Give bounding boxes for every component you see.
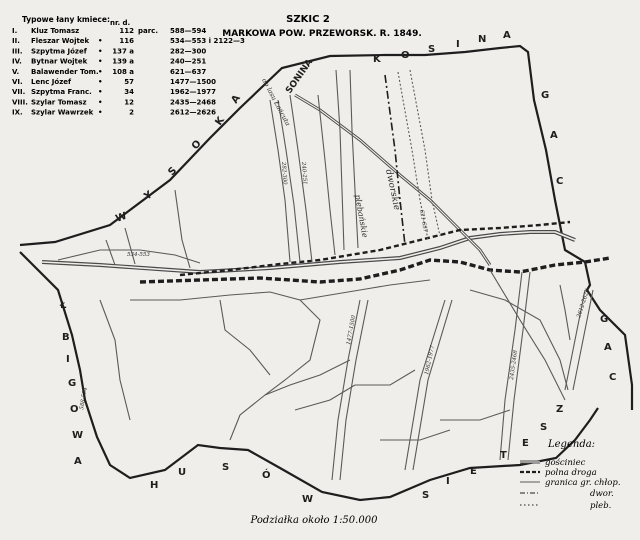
name-gac-lower-1: A: [604, 342, 612, 353]
owner-row-parcels: 240—251: [170, 57, 207, 66]
name-wysoka-3: O: [189, 138, 204, 152]
name-lbigowa-1: B: [62, 332, 70, 343]
name-kosina-4: N: [478, 34, 487, 45]
name-lbigowa-2: I: [66, 354, 70, 365]
name-sietesz-6: Z: [556, 404, 564, 415]
name-husow-0: H: [150, 480, 159, 491]
name-sietesz-2: E: [470, 466, 477, 477]
name-wysoka-2: S: [166, 165, 180, 179]
owner-row-name: Szpytma Józef: [31, 47, 87, 56]
name-wysoka-0: W: [114, 210, 129, 225]
owners-table: [12, 15, 245, 117]
name-kosina-5: A: [503, 30, 511, 41]
name-husow-3: Ó: [262, 470, 271, 481]
owner-row-number: VI.: [12, 78, 23, 86]
parcel-label: 2435-2468: [509, 349, 520, 381]
owner-row-dot: •: [98, 98, 103, 107]
parcel-label: 2612-2626: [576, 288, 592, 319]
name-lbigowa-4: O: [70, 404, 79, 415]
owner-row-parcels: 1962—1977: [170, 88, 216, 97]
owner-row-nr: 137 a: [112, 47, 134, 56]
owner-row-name: Fleszar Wojtek: [31, 37, 90, 46]
name-kosina-3: I: [456, 39, 460, 50]
parc-label: parc.: [138, 27, 158, 35]
parcel-label: 1477-1500: [346, 314, 358, 346]
parcel-label: 534-553: [127, 252, 150, 258]
name-husow-1: U: [178, 467, 187, 478]
legend-item-polna-droga: polna droga: [545, 468, 597, 478]
owner-row-name: Szylar Tomasz: [31, 98, 87, 107]
owner-row-name: Balawender Tom.: [31, 67, 99, 76]
name-husow-2: S: [222, 462, 230, 473]
parcel-label: 588-594: [79, 386, 89, 411]
owner-row-dot: •: [98, 47, 103, 56]
name-wysoka-4: K: [213, 115, 227, 128]
owner-row-nr: 139 a: [112, 57, 134, 66]
owner-row-number: VII.: [12, 88, 26, 97]
inner-labels: [79, 77, 591, 410]
owner-row-number: VIII.: [12, 98, 28, 107]
name-lbigowa-6: A: [74, 456, 82, 467]
owner-row-number: I.: [12, 27, 18, 35]
owner-row-name: Szylar Wawrzek: [31, 108, 94, 117]
owner-row-number: II.: [12, 37, 20, 46]
name-lbigowa-0: Ł: [60, 300, 67, 311]
name-husow-4: W: [302, 494, 314, 505]
owner-row-number: IX.: [12, 108, 23, 117]
owner-row-dot: •: [98, 108, 103, 117]
name-lbigowa-5: W: [72, 430, 84, 441]
map-subtitle: MARKOWA POW. PRZEWORSK. R. 1849.: [222, 29, 422, 39]
name-sietesz-3: T: [500, 450, 507, 461]
name-gac-2: C: [556, 176, 564, 187]
name-wysoka-1: Y: [142, 189, 155, 203]
owner-row-dot: •: [98, 67, 103, 76]
nr-label: nr. d.: [110, 19, 131, 27]
owner-row-nr: 34: [124, 88, 134, 97]
label-lazy: do lasu Łańcuta: [260, 77, 292, 128]
legend-item-granica: granica gr. chłop.: [545, 478, 621, 488]
owner-row-nr: 112: [119, 27, 134, 35]
name-kosina-2: S: [428, 44, 436, 55]
legend-item-gosciniec: gościniec: [545, 458, 586, 468]
owner-row-number: V.: [12, 67, 20, 76]
owner-row-number: IV.: [12, 57, 22, 66]
parcel-label: 282-300: [280, 161, 288, 185]
owner-row-number: III.: [12, 47, 23, 56]
owner-row-nr: 12: [124, 98, 134, 107]
owner-row-name: Lenc Józef: [31, 78, 72, 86]
owner-row-parcels: 1477—1500: [170, 78, 216, 86]
name-sietesz-1: I: [446, 476, 450, 487]
name-gac-0: G: [541, 90, 550, 101]
owner-row-nr: 57: [124, 78, 134, 86]
legend: [520, 439, 621, 511]
legend-item-pleb: pleb.: [590, 501, 612, 511]
owner-row-parcels: 282—300: [170, 47, 207, 56]
owners-table-heading: Typowe łany kmiece:: [22, 15, 110, 24]
scale-label: Podziałka około 1:50.000: [250, 515, 378, 526]
name-wysoka-5: A: [229, 93, 243, 106]
legend-item-dwor: dwor.: [590, 489, 614, 499]
name-kosina-0: K: [373, 54, 381, 65]
name-lbigowa-3: G: [68, 378, 77, 389]
owner-row-name: Bytnar Wojtek: [31, 57, 88, 66]
name-sietesz-0: S: [422, 490, 430, 501]
name-gac-1: A: [550, 130, 558, 141]
name-gac-lower-2: C: [609, 372, 617, 383]
map-title: SZKIC 2: [286, 14, 330, 25]
owner-row-name: Szpytma Franc.: [31, 88, 92, 97]
owner-row-parcels: 534—553 i 2122—3: [170, 37, 245, 46]
label-dworskie: dworskie: [383, 168, 402, 212]
parcel-label: 1962-1977: [424, 344, 437, 376]
owner-row-dot: •: [98, 57, 103, 66]
label-plebanskie: plebańskie: [353, 193, 370, 239]
parcel-label: 240-251: [300, 161, 308, 185]
parcel-label: 621-637: [418, 209, 428, 233]
name-sietesz-5: S: [540, 422, 548, 433]
owner-row-nr: 2: [129, 108, 134, 117]
owner-row-parcels: 2612—2626: [170, 108, 216, 117]
name-kosina-1: O: [401, 50, 410, 61]
owner-row-parcels: 588—594: [170, 27, 207, 35]
owner-row-parcels: 621—637: [170, 67, 207, 76]
owner-row-name: Kluz Tomasz: [31, 27, 80, 35]
name-sietesz-4: E: [522, 438, 529, 449]
owner-row-dot: •: [98, 88, 103, 97]
owner-row-dot: •: [98, 37, 103, 46]
owner-row-nr: 116: [119, 37, 134, 46]
owner-row-nr: 108 a: [112, 67, 134, 76]
name-gac-lower-0: G: [600, 314, 609, 325]
legend-title: Legenda:: [548, 439, 596, 450]
owner-row-dot: •: [98, 78, 103, 86]
owner-row-parcels: 2435—2468: [170, 98, 216, 107]
name-sonina: SONINA: [284, 57, 316, 96]
